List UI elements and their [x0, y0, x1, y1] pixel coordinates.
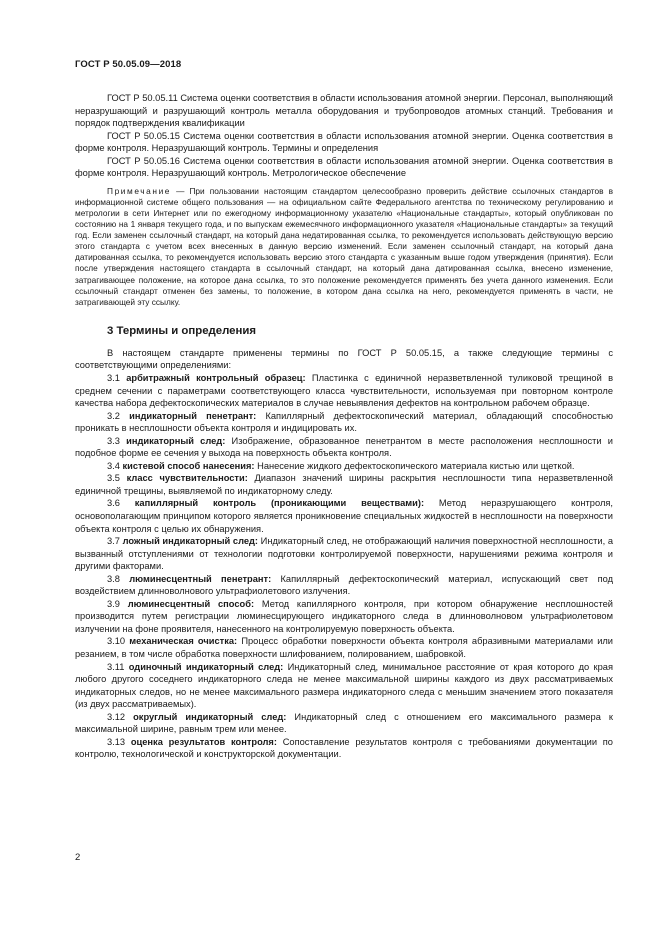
term-number: 3.2 [107, 410, 130, 421]
term-name: ложный индикаторный след: [122, 536, 259, 547]
note-paragraph [75, 186, 613, 308]
term-text: Метод неразрушающего контроля, основополагающим принципом которого является проникновение специальных жидкостей в несплошности на поверхности объекта контроля с целью их обнаружения. [75, 498, 613, 534]
term-text: Нанесение жидкого дефектоскопического материала кистью или щеткой. [254, 460, 575, 471]
section-heading: 3 Термины и определения [107, 324, 257, 337]
term-text: Индикаторный след с отношением его максимального размера к максимальной ширине, равным трем или менее. [75, 711, 613, 735]
term-name: арбитражный контрольный образец: [126, 372, 306, 383]
term-definition [75, 661, 613, 711]
term-name: люминесцентный пенетрант: [129, 573, 272, 584]
term-definition [75, 372, 613, 410]
term-name: индикаторный пенетрант: [129, 410, 257, 421]
term-text: Диапазон значений ширины раскрытия несплошности типа неразветвленной единичной трещины, выявляемой по индикаторному следу. [75, 473, 613, 496]
note-text: — При пользовании настоящим стандартом целесообразно проверить действие ссылочных стандартов в информационной системе общего пользования — на официальном сайте Федерального агентства по техническому регулированию и метрологии в сети Интернет или по ежегодному информационному указателю «Национальные стандарты», который опубликован по состоянию на 1 января текущего года, и по выпускам ежемесячного информационного указателя «Национальные стандарты» за текущий год. Если заменен ссылочный стандарт, на который дана недатированная ссылка, то рекомендуется использовать действующую версию этого стандарта с учетом всех внесенных в данную версию изменений. Если заменен ссылочный стандарт, на который дана датированная ссылка, то рекомендуется использовать версию этого стандарта с указанным выше годом утверждения (принятия). Если после утверждения настоящего стандарта в ссылочный стандарт, на который дана датированная ссылка, внесено изменение, затрагивающее положение, на которое дана ссылка, то это положение рекомендуется применять без учета данного изменения. Если ссылочный стандарт отменен без замены, то положение, в котором дана ссылка на него, рекомендуется применять в части, не затрагивающей эту ссылку. [75, 185, 613, 307]
term-name: механическая очистка: [129, 636, 238, 647]
term-name: люминесцентный способ: [127, 598, 255, 609]
term-number: 3.1 [107, 372, 127, 383]
term-name: индикаторный след: [126, 435, 226, 446]
note-label: Примечание [107, 185, 172, 196]
term-name: одиночный индикаторный след: [128, 661, 284, 672]
term-text: Пластинка с единичной неразветвленной туликовой трещиной в среднем сечении с параметрами соответствующего класса чувствительности, используемая при повторном контроле качества набора дефектоскопических материалов в случае невыявления дефектов на контрольном рабочем образце. [75, 372, 614, 409]
page-header: ГОСТ Р 50.05.09—2018 [75, 59, 182, 70]
term-name: кистевой способ нанесения: [122, 460, 255, 471]
term-number: 3.9 [107, 598, 128, 609]
term-name: класс чувствительности: [126, 473, 248, 484]
term-text: Процесс обработки поверхности объекта контроля абразивными материалами или резанием, в том числе обработка поверхности шлифованием, полированием, шабровкой. [75, 636, 614, 659]
term-definition [75, 410, 613, 435]
reference-item: ГОСТ Р 50.05.16 Система оценки соответствия в области использования атомной энергии. Оценка соответствия в форме контроля. Неразрушающий контроль. Метрологическое обеспечение [75, 155, 613, 179]
term-definition [75, 535, 613, 573]
term-number: 3.10 [107, 636, 130, 647]
term-definition [75, 472, 613, 497]
term-definition [75, 598, 613, 636]
term-text: Метод капиллярного контроля, при котором обнаружение несплошностей производится путем регистрации люминесцирующего индикаторного следа в длинноволновом ультрафиолетовом излучении на фоне проявителя, нанесенного на контролируемую поверхность объекта. [75, 598, 613, 634]
term-number: 3.7 [107, 536, 123, 547]
term-definition [75, 497, 613, 535]
term-number: 3.5 [107, 473, 127, 484]
term-number: 3.8 [107, 573, 130, 584]
term-number: 3.4 [107, 460, 123, 471]
reference-item: ГОСТ Р 50.05.15 Система оценки соответствия в области использования атомной энергии. Оценка соответствия в форме контроля. Неразрушающий контроль. Термины и определения [75, 130, 613, 154]
term-number: 3.11 [107, 661, 129, 672]
term-definition [75, 711, 613, 736]
term-text: Индикаторный след, минимальное расстояние от края которого до края любого другого соседнего индикаторного следа не менее максимальной ширины каждого из двух рассматриваемых индикаторных следов, но не менее максимального размера индикаторного следа с меньшим значением этого показателя (из двух рассматриваемых). [75, 661, 613, 710]
term-number: 3.3 [107, 435, 127, 446]
term-number: 3.13 [107, 736, 131, 747]
page-number: 2 [75, 852, 81, 863]
term-definition [75, 435, 613, 460]
term-text: Изображение, образованное пенетрантом в месте расположения несплошности и подобное форме ее сечения у выхода на поверхность объекта контроля. [75, 435, 613, 459]
reference-item: ГОСТ Р 50.05.11 Система оценки соответствия в области использования атомной энергии. Персонал, выполняющий неразрушающий и разрушающий контроль металла оборудования и трубопроводов атомных станций. Требования и порядок подтверждения квалификации [75, 93, 613, 129]
term-text: Капиллярный дефектоскопический материал, испускающий свет под воздействием длинноволнового ультрафиолетового излучения. [75, 573, 613, 597]
term-definition [75, 460, 613, 473]
term-text: Капиллярный дефектоскопический материал, обладающий способностью проникать в несплошности объекта контроля и индицировать их. [75, 410, 613, 434]
term-name: округлый индикаторный след: [133, 711, 287, 722]
term-name: оценка результатов контроля: [130, 736, 277, 747]
term-definition [75, 736, 613, 761]
term-definition [75, 635, 613, 660]
term-definition [75, 573, 613, 598]
term-number: 3.12 [107, 711, 134, 722]
term-text: Индикаторный след, не отображающий наличия поверхностной несплошности, а вызванный отступлениями от технологии подготовки контролируемой поверхности, нарушениями режима контроля и другими факторами. [75, 536, 613, 572]
term-text: Сопоставление результатов контроля с требованиями документации по контролю, технологической и конструкторской документации. [75, 736, 613, 760]
page-content [75, 92, 613, 761]
term-number: 3.6 [107, 498, 135, 509]
term-name: капиллярный контроль (проникающими веществами): [134, 498, 425, 509]
section-intro: В настоящем стандарте применены термины по ГОСТ Р 50.05.15, а также следующие термины с соответствующими определениями: [75, 347, 613, 371]
